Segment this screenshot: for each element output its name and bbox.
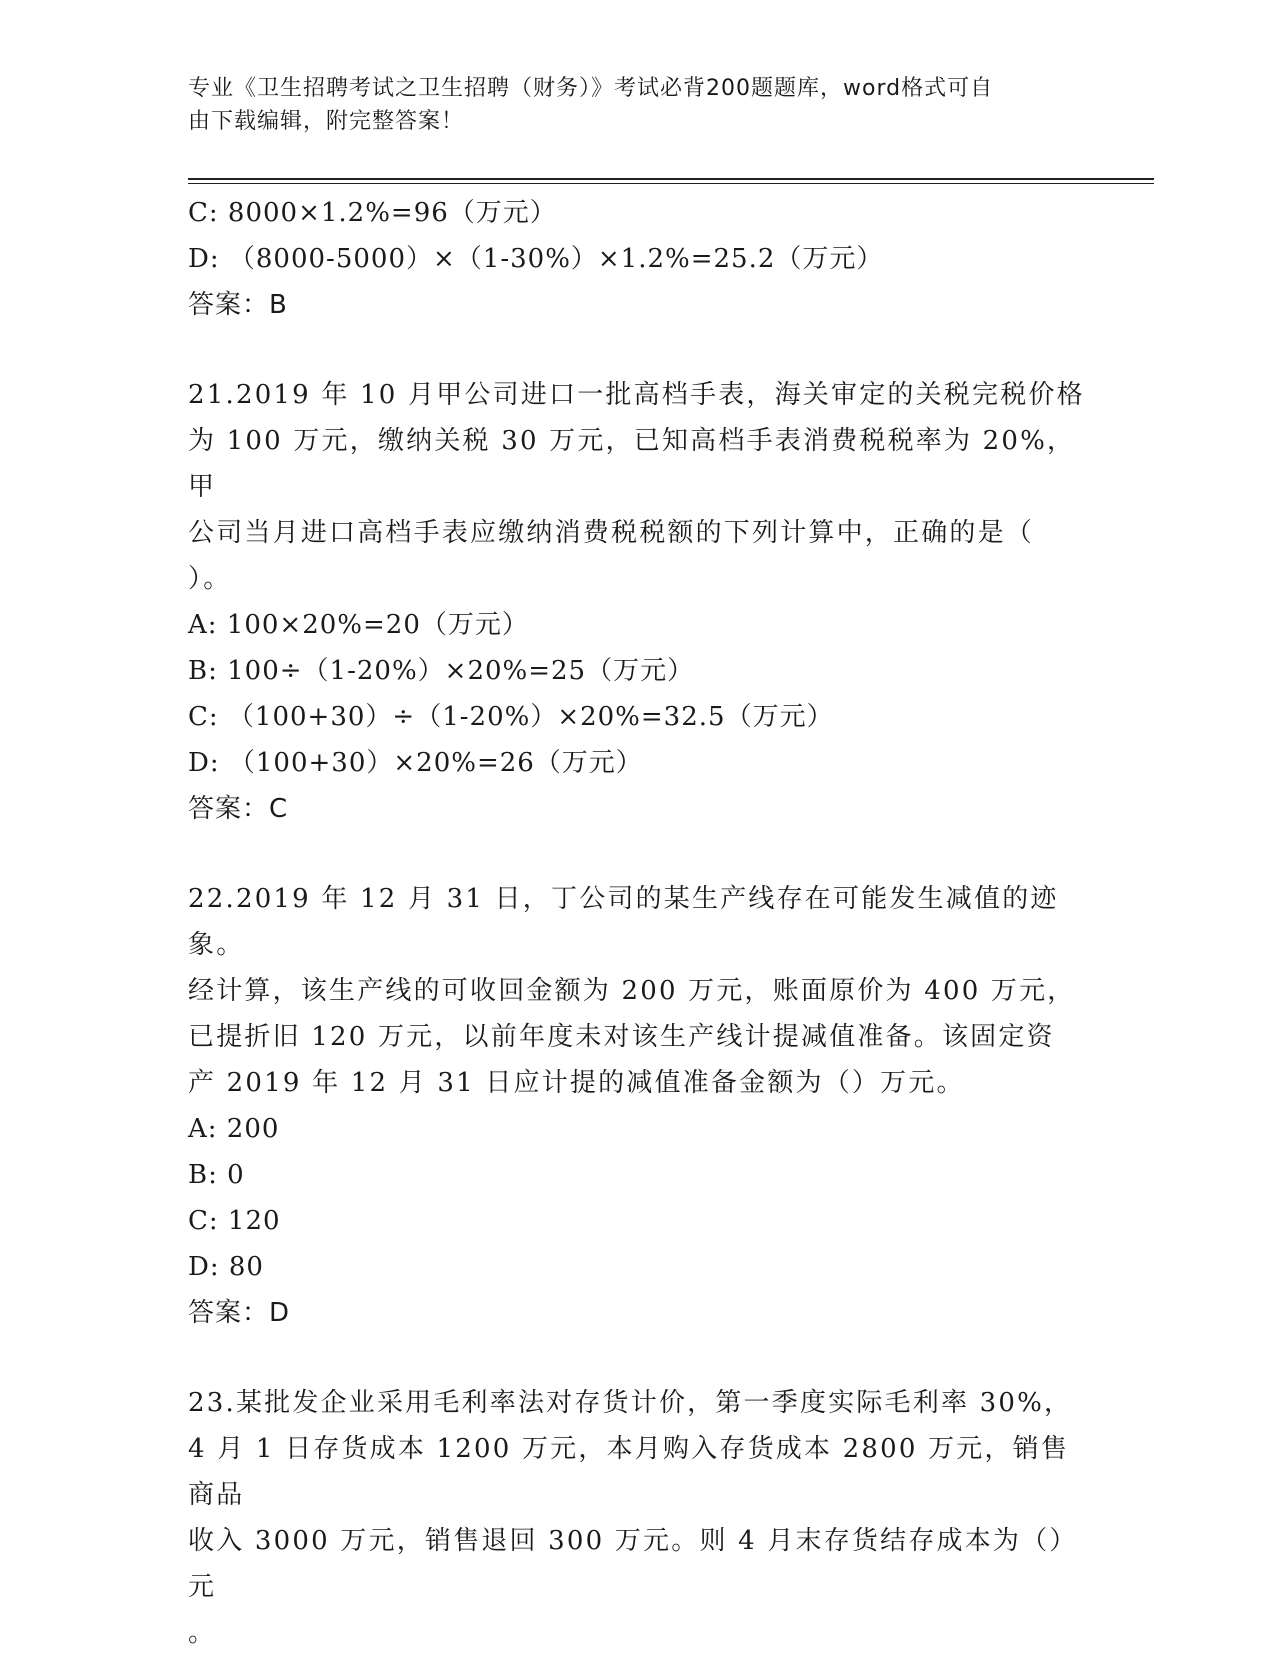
option-c: C: 8000×1.2%=96（万元） (188, 198, 557, 228)
option-c: C: 120 (188, 1206, 281, 1236)
option-d: D: 80 (188, 1252, 264, 1282)
question-stem-line: 公司当月进口高档手表应缴纳消费税税额的下列计算中，正确的是（ (188, 518, 1035, 548)
option-b: B: 0 (188, 1160, 245, 1190)
question-stem-line: 23.某批发企业采用毛利率法对存货计价，第一季度实际毛利率 30%， (188, 1388, 1073, 1418)
question-20-tail (188, 190, 1088, 328)
question-stem-line: 4 月 1 日存货成本 1200 万元，本月购入存货成本 2800 万元，销售商品 (188, 1434, 1070, 1510)
option-a: A: 100×20%=20（万元） (188, 610, 529, 640)
question-stem-line: 21.2019 年 10 月甲公司进口一批高档手表，海关审定的关税完税价格 (188, 380, 1085, 410)
question-stem-line: ）。 (188, 564, 232, 594)
document-body (188, 190, 1088, 1656)
option-c: C: （100+30）÷（1-20%）×20%=32.5（万元） (188, 702, 834, 732)
option-b: B: 100÷（1-20%）×20%=25（万元） (188, 656, 695, 686)
question-stem-line: 产 2019 年 12 月 31 日应计提的减值准备金额为（）万元。 (188, 1068, 965, 1098)
question-stem-line: 收入 3000 万元，销售退回 300 万元。则 4 月末存货结存成本为（）元 (188, 1526, 1078, 1602)
document-header (188, 72, 1068, 138)
header-title-line-1: 专业《卫生招聘考试之卫生招聘（财务）》考试必背200题题库，word格式可自 (188, 76, 994, 101)
answer: 答案：D (188, 1298, 291, 1328)
header-title-line-2: 由下载编辑，附完整答案！ (188, 109, 465, 134)
question-stem-line: 已提折旧 120 万元，以前年度未对该生产线计提减值准备。该固定资 (188, 1022, 1055, 1052)
question-stem-line: 22.2019 年 12 月 31 日，丁公司的某生产线存在可能发生减值的迹象。 (188, 884, 1059, 960)
header-rule-thin (188, 183, 1154, 184)
option-d: D: （100+30）×20%=26（万元） (188, 748, 643, 778)
question-stem-line: 经计算，该生产线的可收回金额为 200 万元，账面原价为 400 万元， (188, 976, 1076, 1006)
question-stem-line: 。 (188, 1618, 217, 1648)
header-rule-thick (188, 178, 1154, 180)
option-a: A: 200 (188, 1114, 280, 1144)
option-d: D: （8000-5000）×（1-30%）×1.2%=25.2（万元） (188, 244, 884, 274)
question-22 (188, 876, 1088, 1336)
question-21 (188, 372, 1088, 832)
question-23 (188, 1380, 1088, 1656)
answer: 答案：B (188, 290, 288, 320)
answer: 答案：C (188, 794, 289, 824)
question-stem-line: 为 100 万元，缴纳关税 30 万元，已知高档手表消费税税率为 20%，甲 (188, 426, 1076, 502)
